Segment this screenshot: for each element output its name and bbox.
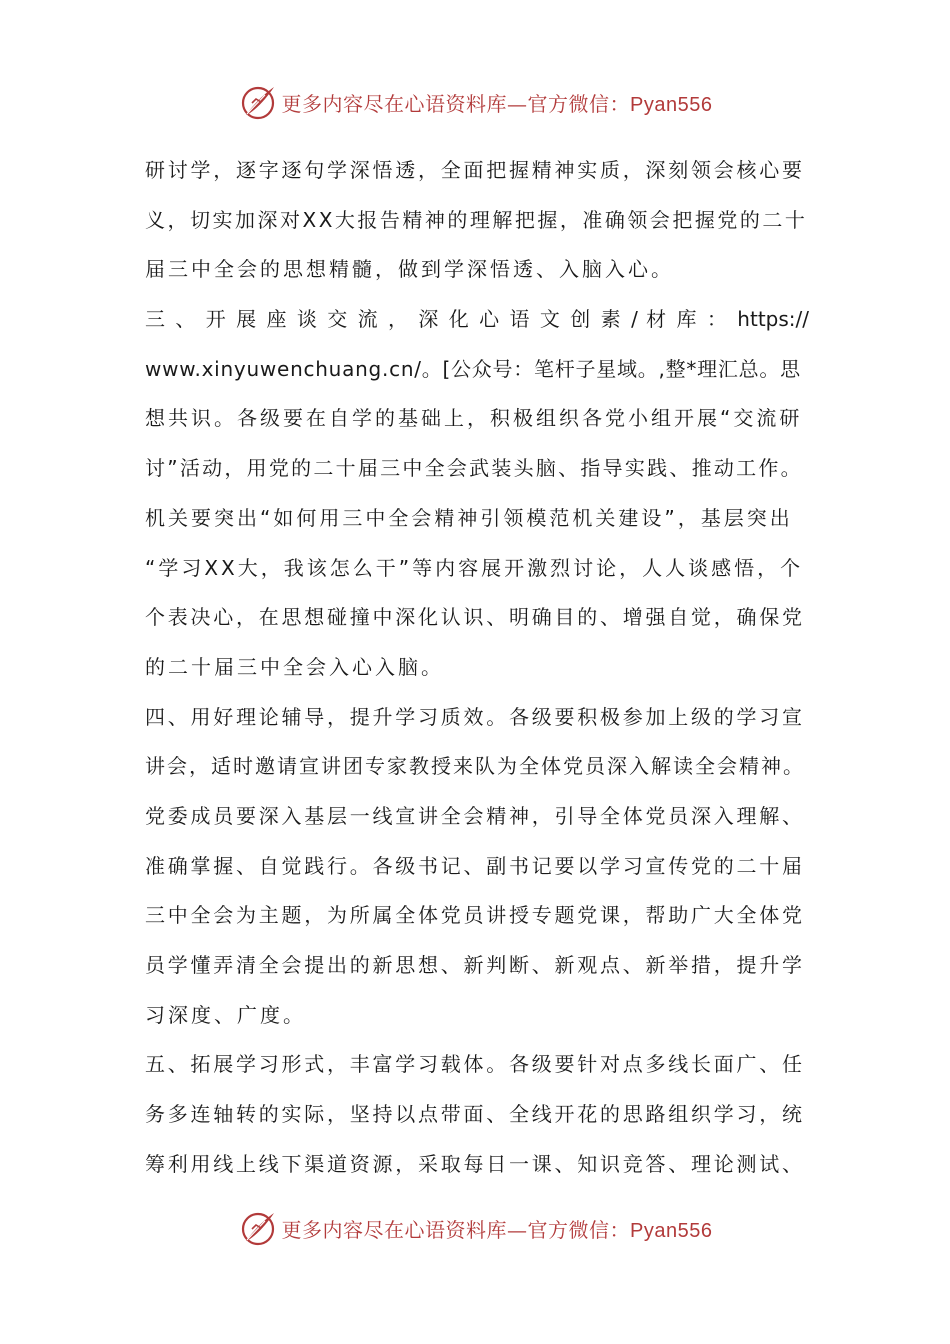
wechat-id: Pyan556 (630, 1219, 713, 1242)
body-line: 三 、 开 展 座 谈 交 流 ， 深 化 心 语 文 创 素 / 材 库 ： https:// (145, 307, 809, 332)
watermark-label: 更多内容尽在心语资料库—官方微信： (281, 91, 631, 116)
body-line: 党委成员要深入基层一线宣讲全会精神，引导全体党员深入理解、 (145, 803, 805, 828)
watermark-label: 更多内容尽在心语资料库—官方微信： (281, 1217, 631, 1242)
body-line: 讨”活动，用党的二十届三中全会武装头脑、指导实践、推动工作。 (145, 456, 803, 481)
body-line: 的二十届三中全会入心入脑。 (145, 654, 444, 679)
quill-logo-icon (238, 82, 278, 122)
body-line: 习深度、广度。 (145, 1002, 306, 1027)
body-line: 讲会，适时邀请宣讲团专家教授来队为全体党员深入解读全会精神。 (145, 754, 805, 779)
quill-logo-icon (238, 1208, 278, 1248)
body-line: 员学懂弄清全会提出的新思想、新判断、新观点、新举措，提升学 (145, 953, 805, 977)
document-body (145, 146, 809, 1189)
body-line: 务多连轴转的实际，坚持以点带面、全线开花的思路组织学习，统 (145, 1102, 805, 1127)
watermark-text (282, 1214, 713, 1243)
watermark-text (282, 88, 713, 117)
body-line: 四、用好理论辅导，提升学习质效。各级要积极参加上级的学习宣 (145, 704, 805, 729)
body-line: 筹利用线上线下渠道资源，采取每日一课、知识竞答、理论测试、 (145, 1151, 805, 1176)
footer-watermark (0, 1208, 950, 1248)
body-line: 届三中全会的思想精髓，做到学深悟透、入脑入心。 (145, 257, 674, 282)
body-line: 个表决心，在思想碰撞中深化认识、明确目的、增强自觉，确保党 (145, 605, 805, 630)
body-line: 机关要突出“如何用三中全会精神引领模范机关建设”，基层突出 (145, 505, 793, 530)
body-line: “学习XX大，我该怎么干”等内容展开激烈讨论，人人谈感悟，个 (145, 555, 804, 580)
body-line: 想共识。各级要在自学的基础上，积极组织各党小组开展“交流研 (145, 406, 803, 431)
body-line: 义，切实加深对XX大报告精神的理解把握，准确领会把握党的二十 (145, 207, 808, 232)
body-line: 五、拓展学习形式，丰富学习载体。各级要针对点多线长面广、任 (145, 1052, 805, 1077)
body-line: 准确掌握、自觉践行。各级书记、副书记要以学习宣传党的二十届 (145, 853, 805, 878)
header-watermark (0, 82, 950, 122)
body-line: 三中全会为主题，为所属全体党员讲授专题党课，帮助广大全体党 (145, 903, 805, 928)
body-line: 研讨学，逐字逐句学深悟透，全面把握精神实质，深刻领会核心要 (145, 158, 805, 182)
wechat-id: Pyan556 (630, 93, 713, 116)
body-line: www.xinyuwenchuang.cn/。[公众号：笔杆子星域。,整*理汇总。思 (145, 356, 801, 381)
